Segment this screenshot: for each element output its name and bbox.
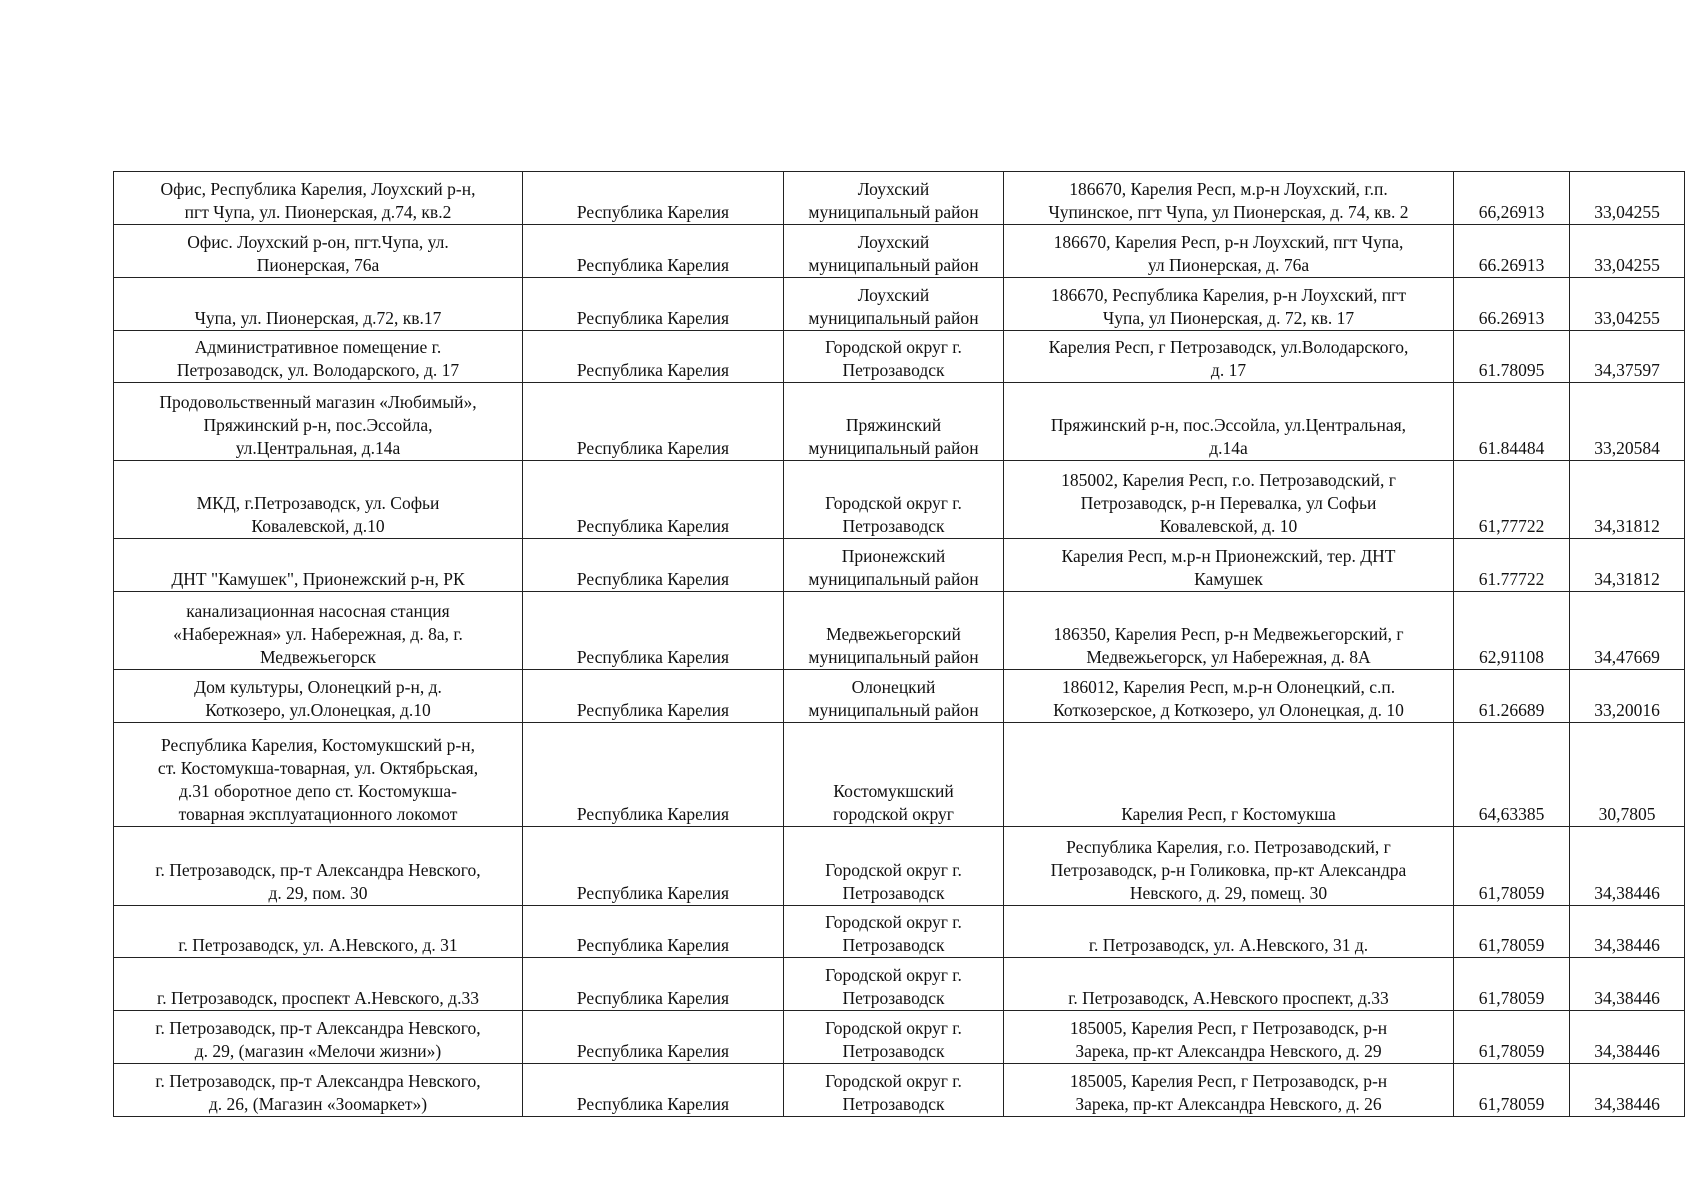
municipality-cell: Прионежский муниципальный район (784, 539, 1004, 592)
table-row (114, 539, 1685, 592)
municipality-cell: Городской округ г. Петрозаводск (784, 1011, 1004, 1064)
latitude-cell: 61,78059 (1454, 1011, 1570, 1064)
table-row (114, 172, 1685, 225)
object-name-cell: Дом культуры, Олонецкий р-н, д. Коткозеро, ул.Олонецкая, д.10 (114, 670, 523, 723)
object-name-cell: Административное помещение г. Петрозаводск, ул. Володарского, д. 17 (114, 331, 523, 383)
table-row (114, 331, 1685, 383)
object-name-cell: Офис. Лоухский р-он, пгт.Чупа, ул. Пионерская, 76а (114, 225, 523, 278)
table-body (114, 172, 1685, 1117)
object-name-cell: г. Петрозаводск, ул. А.Невского, д. 31 (114, 906, 523, 958)
object-name-cell: Продовольственный магазин «Любимый», Пряжинский р-н, пос.Эссойла, ул.Центральная, д.14а (114, 383, 523, 461)
region-cell: Республика Карелия (523, 958, 784, 1011)
address-cell: Пряжинский р-н, пос.Эссойла, ул.Центральная, д.14а (1004, 383, 1454, 461)
longitude-cell: 34,38446 (1570, 906, 1685, 958)
table-row (114, 958, 1685, 1011)
table-row (114, 461, 1685, 539)
longitude-cell: 34,31812 (1570, 539, 1685, 592)
latitude-cell: 61.26689 (1454, 670, 1570, 723)
longitude-cell: 33,20584 (1570, 383, 1685, 461)
address-cell: 185005, Карелия Респ, г Петрозаводск, р-н Зарека, пр-кт Александра Невского, д. 26 (1004, 1064, 1454, 1117)
latitude-cell: 64,63385 (1454, 723, 1570, 827)
object-name-cell: Республика Карелия, Костомукшский р-н, ст. Костомукша-товарная, ул. Октябрьская, д.31 оборотное депо ст. Костомукша- товарная эксплуатационного локомот (114, 723, 523, 827)
address-cell: Карелия Респ, г Петрозаводск, ул.Володарского, д. 17 (1004, 331, 1454, 383)
object-name-cell: г. Петрозаводск, пр-т Александра Невского, д. 29, пом. 30 (114, 827, 523, 906)
municipality-cell: Лоухский муниципальный район (784, 225, 1004, 278)
region-cell: Республика Карелия (523, 278, 784, 331)
longitude-cell: 33,04255 (1570, 225, 1685, 278)
address-cell: Карелия Респ, м.р-н Прионежский, тер. ДНТ Камушек (1004, 539, 1454, 592)
longitude-cell: 33,20016 (1570, 670, 1685, 723)
municipality-cell: Лоухский муниципальный район (784, 278, 1004, 331)
longitude-cell: 34,38446 (1570, 958, 1685, 1011)
address-cell: 186350, Карелия Респ, р-н Медвежьегорский, г Медвежьегорск, ул Набережная, д. 8А (1004, 592, 1454, 670)
table-row (114, 225, 1685, 278)
latitude-cell: 61,78059 (1454, 827, 1570, 906)
region-cell: Республика Карелия (523, 1064, 784, 1117)
address-cell: 186670, Карелия Респ, р-н Лоухский, пгт Чупа, ул Пионерская, д. 76а (1004, 225, 1454, 278)
object-name-cell: МКД, г.Петрозаводск, ул. Софьи Ковалевской, д.10 (114, 461, 523, 539)
address-cell: 186670, Республика Карелия, р-н Лоухский, пгт Чупа, ул Пионерская, д. 72, кв. 17 (1004, 278, 1454, 331)
region-cell: Республика Карелия (523, 906, 784, 958)
municipality-cell: Пряжинский муниципальный район (784, 383, 1004, 461)
latitude-cell: 66,26913 (1454, 172, 1570, 225)
latitude-cell: 61.78095 (1454, 331, 1570, 383)
region-cell: Республика Карелия (523, 383, 784, 461)
latitude-cell: 61,77722 (1454, 461, 1570, 539)
longitude-cell: 34,47669 (1570, 592, 1685, 670)
address-cell: г. Петрозаводск, ул. А.Невского, 31 д. (1004, 906, 1454, 958)
table-row (114, 906, 1685, 958)
municipality-cell: Городской округ г. Петрозаводск (784, 461, 1004, 539)
latitude-cell: 62,91108 (1454, 592, 1570, 670)
municipality-cell: Городской округ г. Петрозаводск (784, 827, 1004, 906)
municipality-cell: Городской округ г. Петрозаводск (784, 906, 1004, 958)
address-cell: 185005, Карелия Респ, г Петрозаводск, р-н Зарека, пр-кт Александра Невского, д. 29 (1004, 1011, 1454, 1064)
address-cell: г. Петрозаводск, А.Невского проспект, д.33 (1004, 958, 1454, 1011)
latitude-cell: 61,78059 (1454, 1064, 1570, 1117)
region-cell: Республика Карелия (523, 670, 784, 723)
municipality-cell: Олонецкий муниципальный район (784, 670, 1004, 723)
region-cell: Республика Карелия (523, 172, 784, 225)
locations-table (113, 171, 1685, 1117)
address-cell: Карелия Респ, г Костомукша (1004, 723, 1454, 827)
table-row (114, 592, 1685, 670)
object-name-cell: Офис, Республика Карелия, Лоухский р-н, пгт Чупа, ул. Пионерская, д.74, кв.2 (114, 172, 523, 225)
longitude-cell: 34,37597 (1570, 331, 1685, 383)
latitude-cell: 66.26913 (1454, 225, 1570, 278)
longitude-cell: 34,38446 (1570, 1064, 1685, 1117)
municipality-cell: Городской округ г. Петрозаводск (784, 958, 1004, 1011)
latitude-cell: 61.84484 (1454, 383, 1570, 461)
longitude-cell: 30,7805 (1570, 723, 1685, 827)
object-name-cell: канализационная насосная станция «Набережная» ул. Набережная, д. 8а, г. Медвежьегорск (114, 592, 523, 670)
latitude-cell: 61,78059 (1454, 906, 1570, 958)
municipality-cell: Городской округ г. Петрозаводск (784, 1064, 1004, 1117)
region-cell: Республика Карелия (523, 225, 784, 278)
address-cell: Республика Карелия, г.о. Петрозаводский, г Петрозаводск, р-н Голиковка, пр-кт Александра Невского, д. 29, помещ. 30 (1004, 827, 1454, 906)
latitude-cell: 66.26913 (1454, 278, 1570, 331)
object-name-cell: г. Петрозаводск, пр-т Александра Невского, д. 26, (Магазин «Зоомаркет») (114, 1064, 523, 1117)
municipality-cell: Медвежьегорский муниципальный район (784, 592, 1004, 670)
address-cell: 186670, Карелия Респ, м.р-н Лоухский, г.п. Чупинское, пгт Чупа, ул Пионерская, д. 74, кв. 2 (1004, 172, 1454, 225)
region-cell: Республика Карелия (523, 539, 784, 592)
region-cell: Республика Карелия (523, 461, 784, 539)
object-name-cell: ДНТ "Камушек", Прионежский р-н, РК (114, 539, 523, 592)
region-cell: Республика Карелия (523, 592, 784, 670)
table-row (114, 1011, 1685, 1064)
longitude-cell: 34,38446 (1570, 1011, 1685, 1064)
object-name-cell: г. Петрозаводск, пр-т Александра Невского, д. 29, (магазин «Мелочи жизни») (114, 1011, 523, 1064)
latitude-cell: 61.77722 (1454, 539, 1570, 592)
object-name-cell: Чупа, ул. Пионерская, д.72, кв.17 (114, 278, 523, 331)
municipality-cell: Городской округ г. Петрозаводск (784, 331, 1004, 383)
table-row (114, 278, 1685, 331)
object-name-cell: г. Петрозаводск, проспект А.Невского, д.33 (114, 958, 523, 1011)
address-cell: 185002, Карелия Респ, г.о. Петрозаводский, г Петрозаводск, р-н Перевалка, ул Софьи Ковалевской, д. 10 (1004, 461, 1454, 539)
address-cell: 186012, Карелия Респ, м.р-н Олонецкий, с.п. Коткозерское, д Коткозеро, ул Олонецкая, д. 10 (1004, 670, 1454, 723)
longitude-cell: 33,04255 (1570, 278, 1685, 331)
municipality-cell: Лоухский муниципальный район (784, 172, 1004, 225)
region-cell: Республика Карелия (523, 1011, 784, 1064)
latitude-cell: 61,78059 (1454, 958, 1570, 1011)
table-row (114, 723, 1685, 827)
region-cell: Республика Карелия (523, 331, 784, 383)
longitude-cell: 34,31812 (1570, 461, 1685, 539)
table-row (114, 670, 1685, 723)
table-row (114, 383, 1685, 461)
region-cell: Республика Карелия (523, 827, 784, 906)
table-row (114, 1064, 1685, 1117)
longitude-cell: 34,38446 (1570, 827, 1685, 906)
region-cell: Республика Карелия (523, 723, 784, 827)
table-row (114, 827, 1685, 906)
longitude-cell: 33,04255 (1570, 172, 1685, 225)
municipality-cell: Костомукшский городской округ (784, 723, 1004, 827)
